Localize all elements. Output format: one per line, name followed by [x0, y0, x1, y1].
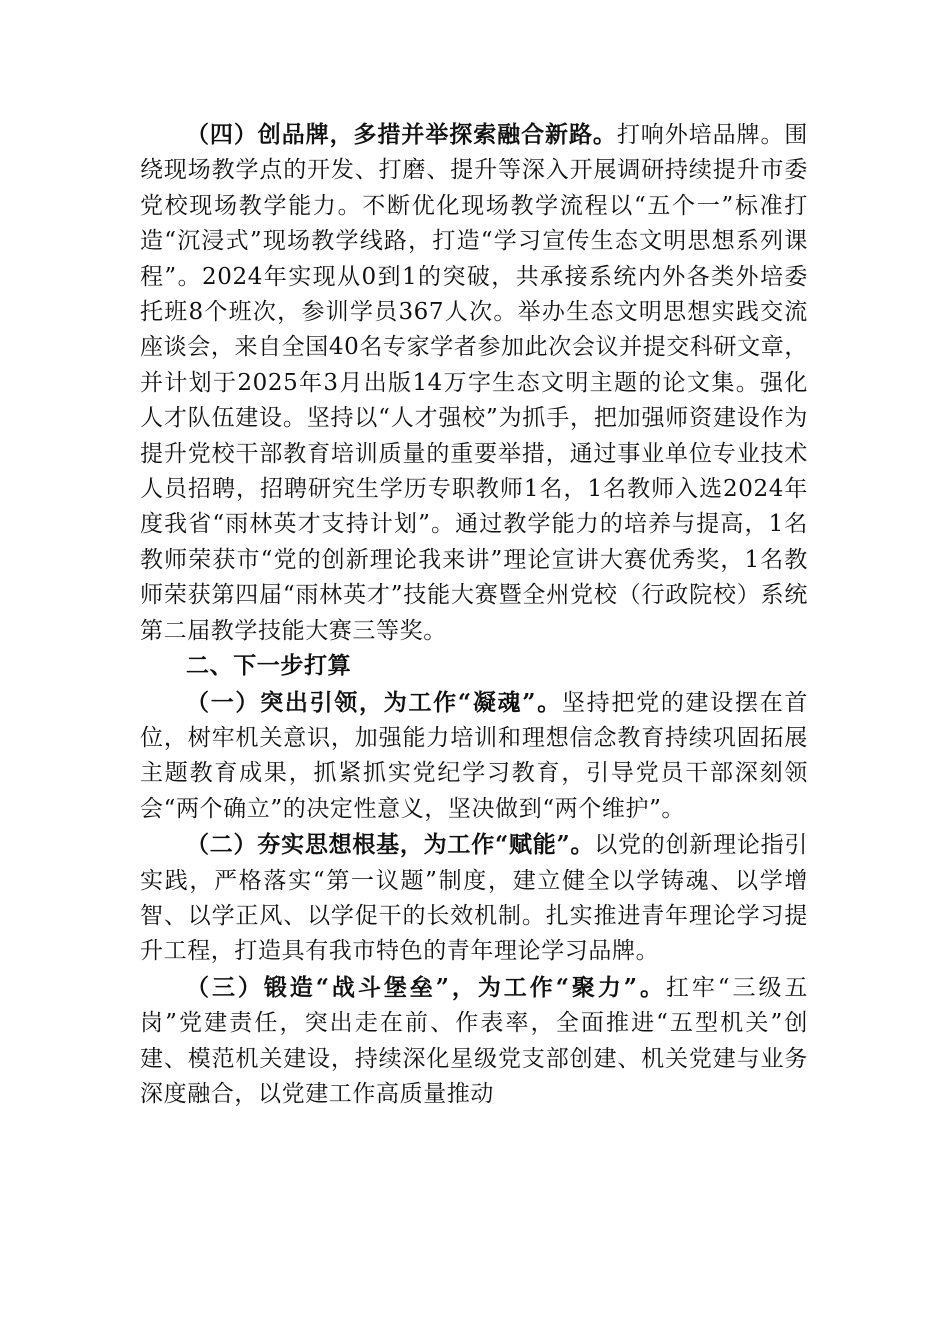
- paragraph-text: 打响外培品牌。围绕现场教学点的开发、打磨、提升等深入开展调研持续提升市委党校现场教学能力。不断优化现场教学流程以“五个一”标准打造“沉浸式”现场教学线路，打造“学习宣传生态文明思想系列课程”。2024年实现从0到1的突破，共承接系统内外各类外培委托班8个班次，参训学员367人次。举办生态文明思想实践交流座谈会，来自全国40名专家学者参加此次会议并提交科研文章，并计划于2025年3月出版14万字生态文明主题的论文集。强化人才队伍建设。坚持以“人才强校”为抓手，把加强师资建设作为提升党校干部教育培训质量的重要举措，通过事业单位专业技术人员招聘，招聘研究生学历专职教师1名，1名教师入选2024年度我省“雨林英才支持计划”。通过教学能力的培养与提高，1名教师荣获市“党的创新理论我来讲”理论宣讲大赛优秀奖，1名教师荣获第四届“雨林英才”技能大赛暨全州党校（行政院校）系统第二届教学技能大赛三等奖。: [140, 122, 808, 644]
- paragraph-text: 坚持把党的建设摆在首位，树牢机关意识，加强能力培训和理想信念教育持续巩固拓展主题教育成果，抓紧抓实党纪学习教育，引导党员干部深刻领会“两个确立”的决定性意义，坚决做到“两个维护”。: [140, 689, 809, 822]
- document-body: [140, 117, 808, 1112]
- paragraph-lead: （一）突出引领，为工作“凝魂”。: [186, 688, 562, 716]
- paragraph-brand: [140, 117, 808, 649]
- paragraph-step-3: [140, 970, 808, 1113]
- paragraph-lead: （四）创品牌，多措并举探索融合新路。: [186, 121, 617, 148]
- paragraph-lead: （三）锻造“战斗堡垒”，为工作“聚力”。: [186, 973, 666, 1001]
- paragraph-lead: （二）夯实思想根基，为工作“赋能”。: [186, 831, 595, 859]
- section-heading: 二、下一步打算: [186, 653, 352, 680]
- paragraph-text: 以党的创新理论指引实践，严格落实“第一议题”制度，建立健全以学铸魂、以学增智、以学正风、以学促干的长效机制。扎实推进青年理论学习提升工程，打造具有我市特色的青年理论学习品牌。: [140, 832, 808, 965]
- paragraph-text: 扛牢“三级五岗”党建责任，突出走在前、作表率，全面推进“五型机关”创建、模范机关建设，持续深化星级党支部创建、机关党建与业务深度融合，以党建工作高质量推动: [140, 974, 809, 1107]
- paragraph-step-2: [140, 827, 808, 970]
- paragraph-step-1: [140, 685, 808, 828]
